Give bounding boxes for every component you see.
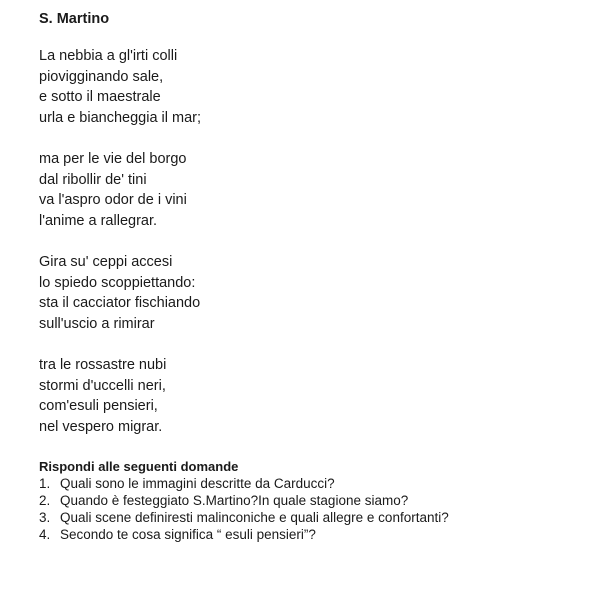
question-text: Quali sono le immagini descritte da Carducci? xyxy=(60,476,335,491)
question-item xyxy=(39,475,599,492)
question-number: 2. xyxy=(39,493,51,508)
verse-line: lo spiedo scoppiettando: xyxy=(39,274,196,291)
question-number: 4. xyxy=(39,527,51,542)
poem-title: S. Martino xyxy=(39,11,110,27)
verse-line: tra le rossastre nubi xyxy=(39,357,167,373)
question-item xyxy=(39,509,599,526)
verse-line: sta il cacciator fischiando xyxy=(39,295,201,311)
document-page xyxy=(39,10,599,543)
stanza-1 xyxy=(39,46,599,128)
verse-line: ma per le vie del borgo xyxy=(39,151,187,167)
stanza-2 xyxy=(39,149,599,231)
question-number: 1. xyxy=(39,476,51,491)
question-text: Quali scene definiresti malinconiche e quali allegre e confortanti? xyxy=(60,510,449,525)
verse-line: com'esuli pensieri, xyxy=(39,398,158,414)
verse-line: sull'uscio a rimirar xyxy=(39,315,155,332)
stanza-3 xyxy=(39,252,599,334)
question-number: 3. xyxy=(39,510,51,525)
verse-line: dal ribollir de' tini xyxy=(39,171,147,188)
stanza-4 xyxy=(39,355,599,437)
question-item xyxy=(39,526,599,543)
question-item xyxy=(39,492,599,509)
verse-line: urla e biancheggia il mar; xyxy=(39,109,202,126)
verse-line: va l'aspro odor de i vini xyxy=(39,192,187,208)
verse-line: e sotto il maestrale xyxy=(39,89,161,105)
questions-heading: Rispondi alle seguenti domande xyxy=(39,459,239,474)
verse-line: stormi d'uccelli neri, xyxy=(39,377,166,394)
question-text: Quando è festeggiato S.Martino?In quale stagione siamo? xyxy=(60,493,409,508)
verse-line: Gira su' ceppi accesi xyxy=(39,254,173,270)
verse-line: nel vespero migrar. xyxy=(39,418,163,435)
verse-line: La nebbia a gl'irti colli xyxy=(39,48,178,64)
verse-line: l'anime a rallegrar. xyxy=(39,212,158,229)
question-text: Secondo te cosa significa “ esuli pensieri”? xyxy=(60,527,316,542)
question-list xyxy=(39,475,599,543)
verse-line: piovigginando sale, xyxy=(39,68,164,85)
